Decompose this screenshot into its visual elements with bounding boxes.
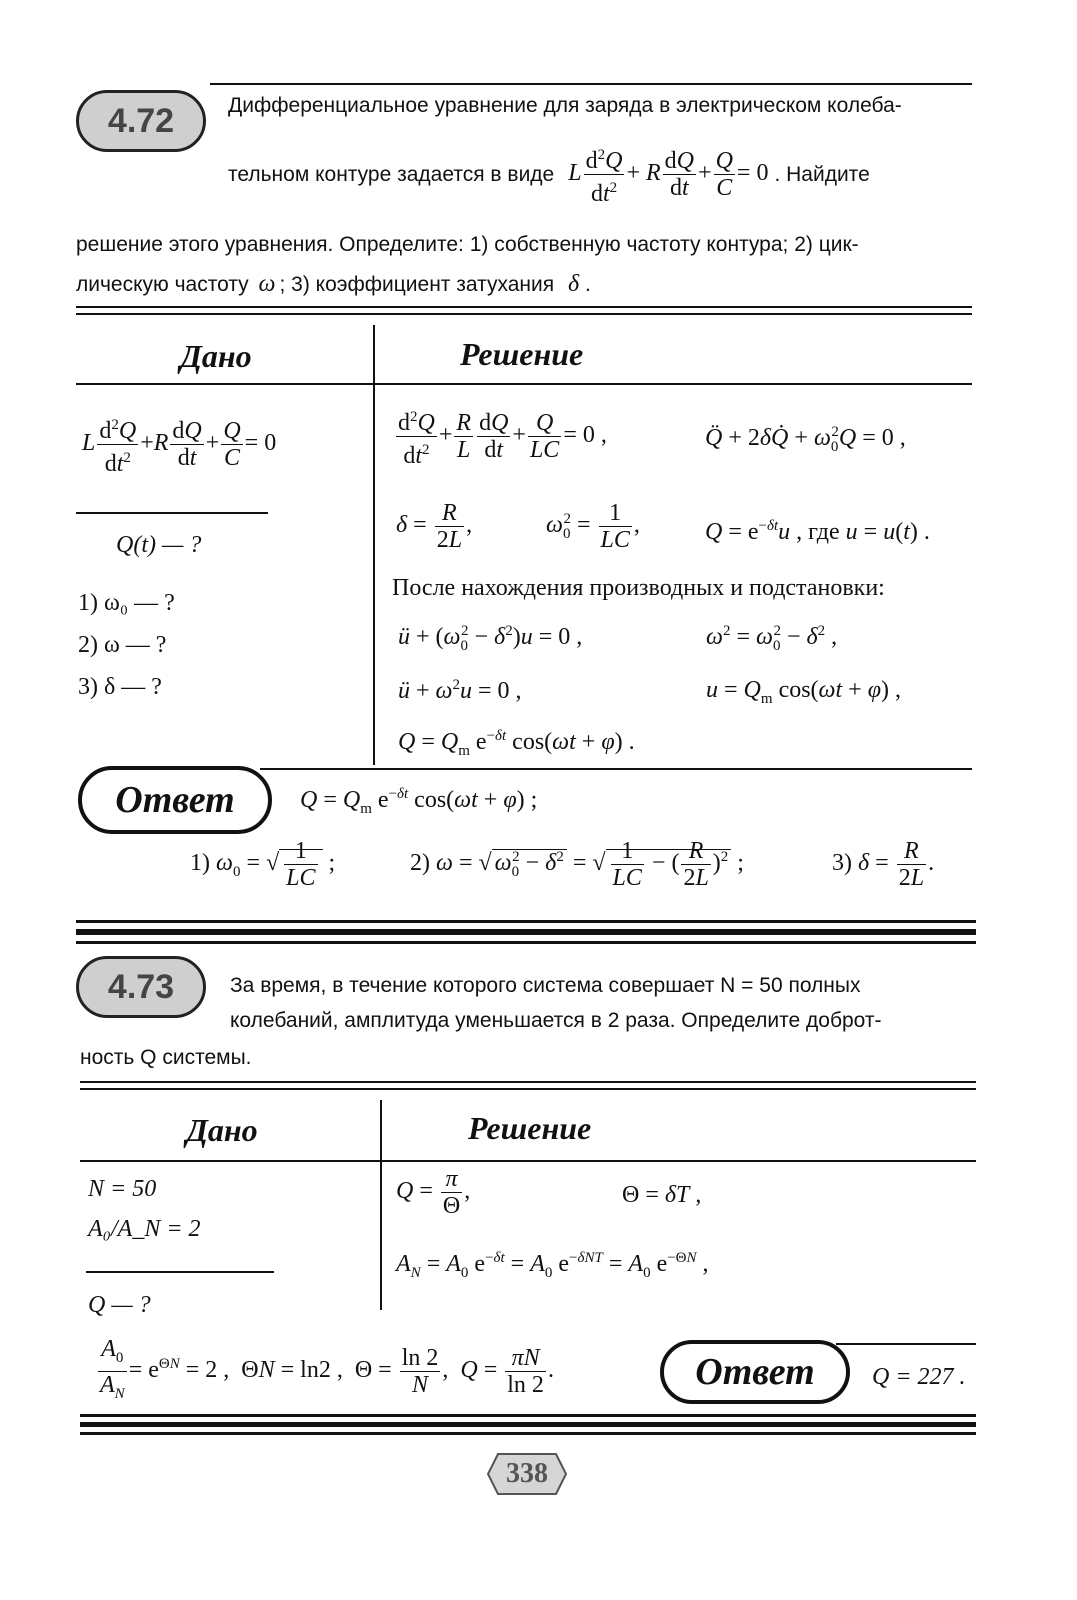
statement-473-line-2: колебаний, амплитуда уменьшается в 2 раза. Определите доброт- — [230, 1009, 882, 1032]
statement-line-1: Дифференциальное уравнение для заряда в электрическом колеба- — [228, 94, 902, 117]
bottom-rule-3 — [80, 1432, 976, 1435]
given-equation: L $\frac{d^2Q}{dt^2}$ +R $\frac{dQ}{dt}$ + $\frac{Q}{C}$ = 0 — [82, 412, 276, 477]
solution-eq-10: $Q = Q_m$ $e^{-\delta t}$ cos(ωt + φ) . — [398, 728, 635, 759]
given-ratio: A₀/A_N = 2 — [88, 1216, 201, 1242]
delta-symbol: δ — [567, 271, 580, 297]
solution-eq-9: $u = Q_m$ cos(ωt + φ) , — [706, 677, 901, 707]
given-item-1: 1) ω₀ — ? — [78, 590, 175, 616]
problem-number-badge-473 — [76, 956, 206, 1018]
statement-line-4-pre: лическую частоту — [76, 273, 249, 296]
solution-eq-5: $Q = e^{-\delta t}u$ , где u = u(t) . — [705, 518, 930, 545]
statement-line-2-pre: тельном контуре задается в виде — [228, 162, 555, 186]
solution-eq-3: δ = $\frac{R}{2L}$ , — [396, 500, 473, 553]
solution-eq-4: $\omega_0^2$ = $\frac{1}{LC}$ , — [546, 500, 640, 553]
given-header-473: Дано — [186, 1112, 258, 1148]
given-separator — [76, 512, 268, 514]
statement-line-3: решение этого уравнения. Определите: 1) собственную частоту контура; 2) цик- — [76, 233, 859, 256]
solution-eq-8: ü + $\omega^2u = 0$ , — [398, 677, 522, 704]
double-rule-bottom — [76, 313, 972, 315]
solution-eq-2: Q̈ + 2δQ̇ + $\omega_0^2Q = 0$ , — [705, 424, 906, 455]
answer-badge — [78, 766, 272, 834]
page-number-badge — [486, 1452, 568, 1496]
solution-header: Решение — [460, 336, 584, 372]
answer-eq-2: 2) ω = √ $\omega_0^2 - \delta^2$ = √ $\frac{1}{LC}$ − ( $\frac{R}{2L}$ )$^2$ ; — [410, 838, 744, 891]
table-divider — [373, 325, 375, 765]
answer-eq-main: $Q = Q_m$ $e^{-\delta t}$ cos(ωt + φ) ; — [300, 786, 538, 817]
statement-473-line-3: ность Q системы. — [80, 1046, 252, 1069]
omega-symbol: ω — [258, 271, 276, 297]
solution-header-473: Решение — [468, 1110, 592, 1146]
answer-eq-3: 3) δ = $\frac{R}{2L}$ . — [832, 838, 935, 891]
answer-label: Ответ — [115, 779, 235, 821]
solution-text: После нахождения производных и подстановки: — [392, 575, 885, 601]
answer-rule — [260, 768, 972, 770]
equation-inline: L $\frac{d^2Q}{dt^2}$ + R $\frac{dQ}{dt}$ + $\frac{Q}{C}$ = 0 — [568, 142, 768, 207]
solution-473-eq-3: $A_N = A_0$ $e^{-\delta t} = A_0$ $e^{-\delta NT} = A_0$ $e^{-\Theta N}$ , — [396, 1250, 709, 1281]
statement-473-line-1: За время, в течение которого система совершает N = 50 полных — [230, 974, 861, 997]
solution-473-bottom: $\frac{A_0}{A_N}$ = $e^{\Theta N} = 2$ , ΘN = ln2 , Θ = $\frac{\ln 2}{N}$ , Q = $\frac{\pi N}{\ln 2}$ . — [100, 1336, 554, 1402]
answer-rule-473 — [836, 1343, 976, 1345]
table-header-rule-473 — [80, 1160, 976, 1162]
given-find: Q(t) — ? — [116, 532, 202, 558]
double-rule-top — [76, 306, 972, 308]
given-item-2: 2) ω — ? — [78, 632, 167, 658]
answer-label-473: Ответ — [695, 1351, 815, 1393]
problem-number-badge — [76, 90, 206, 152]
solution-eq-6: ü + $(\omega_0^2 - \delta^2)u = 0$ , — [398, 623, 583, 654]
problem-number: 4.72 — [107, 101, 175, 140]
table-header-rule — [76, 383, 972, 385]
problem-separator-1 — [76, 920, 976, 923]
problem-number-473: 4.73 — [107, 967, 175, 1006]
statement-line-2 — [228, 142, 870, 207]
given-items — [78, 582, 175, 708]
given-n: N = 50 — [88, 1176, 157, 1202]
statement-line-4-mid: ; 3) коэффициент затухания — [279, 273, 555, 296]
top-rule — [210, 83, 972, 85]
answer-badge-473 — [660, 1340, 850, 1404]
given-separator-473 — [86, 1271, 274, 1273]
problem-separator-3 — [76, 941, 976, 944]
double-rule-473-top — [80, 1081, 976, 1083]
statement-line-4: лическую частоту ω ; 3) коэффициент затухания δ . — [76, 271, 591, 297]
answer-eq-1: 1) $\omega_0$ = √ $\frac{1}{LC}$ ; — [190, 838, 336, 891]
page-number: 338 — [506, 1458, 548, 1489]
bottom-rule-2 — [80, 1422, 976, 1427]
double-rule-473-bottom — [80, 1088, 976, 1090]
given-item-3: 3) δ — ? — [78, 674, 162, 700]
solution-473-eq-1: Q = $\frac{\pi}{\Theta}$ , — [396, 1166, 471, 1219]
problem-separator-2 — [76, 929, 976, 935]
given-find-473: Q — ? — [88, 1292, 151, 1318]
solution-473-eq-2: Θ = δT , — [622, 1182, 702, 1208]
bottom-rule-1 — [80, 1414, 976, 1417]
table-divider-473 — [380, 1100, 382, 1310]
where-text: где — [808, 519, 840, 545]
statement-line-2-post: . Найдите — [774, 162, 870, 186]
answer-value-473: Q = 227 . — [872, 1364, 966, 1390]
solution-eq-1: $\frac{d^2Q}{dt^2}$ + $\frac{R}{L}$ $\frac{dQ}{dt}$ + $\frac{Q}{LC}$ = 0 , — [394, 404, 607, 469]
solution-eq-7: $\omega^2 = \omega_0^2 - \delta^2$ , — [706, 623, 838, 654]
given-header: Дано — [180, 338, 252, 374]
